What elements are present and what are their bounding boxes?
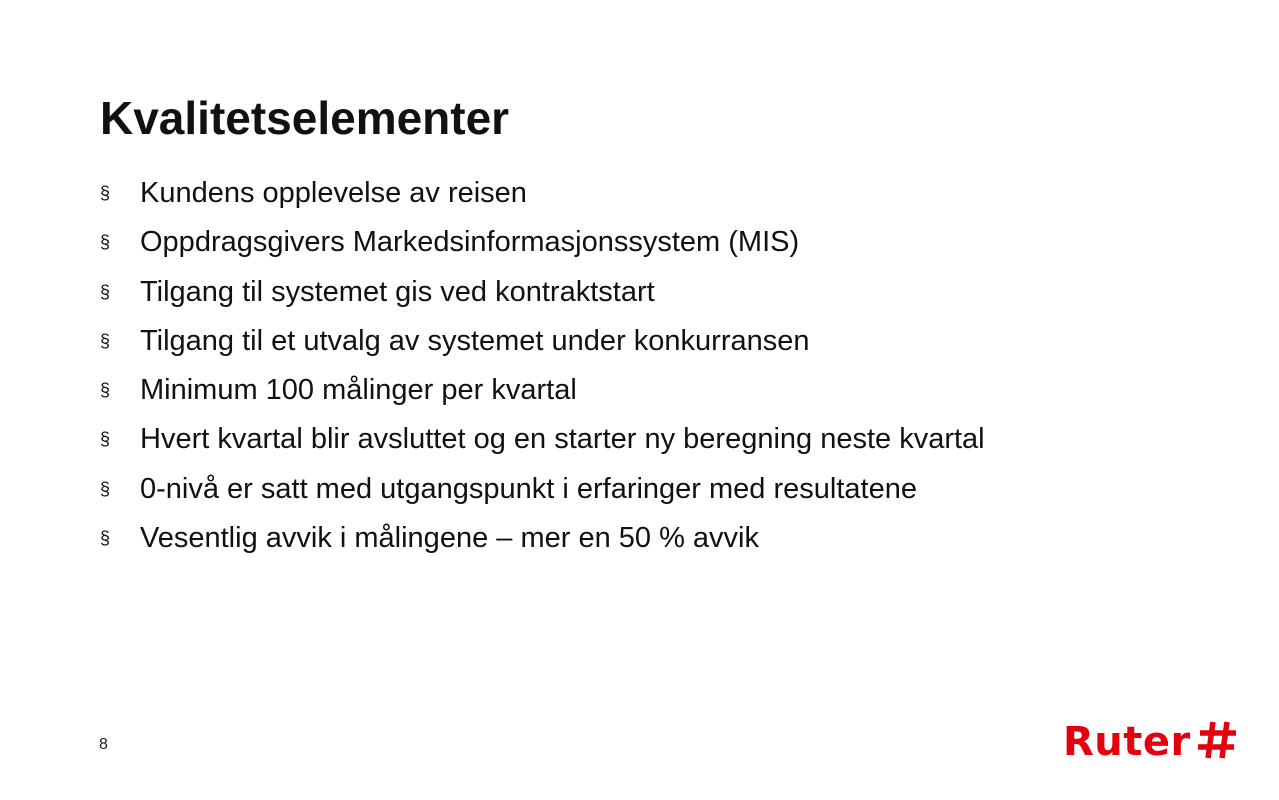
bullet-marker: § bbox=[100, 429, 111, 450]
list-item bbox=[100, 516, 985, 565]
list-item bbox=[100, 171, 985, 220]
list-item bbox=[100, 417, 985, 466]
ruter-logo bbox=[1063, 714, 1238, 770]
list-item bbox=[100, 270, 985, 319]
bullet-text: Oppdragsgivers Markedsinformasjonssystem (MIS) bbox=[140, 226, 800, 259]
bullet-text: Vesentlig avvik i målingene – mer en 50 % avvik bbox=[140, 522, 759, 555]
list-item bbox=[100, 368, 985, 417]
bullet-marker: § bbox=[100, 281, 111, 302]
bullet-marker: § bbox=[100, 232, 111, 253]
list-item bbox=[100, 220, 985, 269]
bullet-text: Tilgang til systemet gis ved kontraktstart bbox=[140, 275, 655, 308]
bullet-text: Minimum 100 målinger per kvartal bbox=[140, 374, 577, 407]
bullet-text: Kundens opplevelse av reisen bbox=[140, 177, 527, 209]
bullet-marker: § bbox=[100, 478, 111, 499]
bullet-marker: § bbox=[100, 528, 111, 549]
hash-icon bbox=[1196, 720, 1238, 765]
slide-title: Kvalitetselementer bbox=[100, 92, 510, 144]
brand-name: Ruter bbox=[1063, 719, 1191, 765]
bullet-text: 0-nivå er satt med utgangspunkt i erfaringer med resultatene bbox=[140, 472, 917, 505]
bullet-marker: § bbox=[100, 380, 111, 401]
bullet-marker: § bbox=[100, 183, 111, 203]
list-item bbox=[100, 319, 985, 368]
list-item bbox=[100, 467, 985, 516]
bullet-text: Hvert kvartal blir avsluttet og en starter ny beregning neste kvartal bbox=[140, 423, 985, 456]
page-number: 8 bbox=[99, 736, 108, 753]
bullet-marker: § bbox=[100, 330, 111, 351]
bullet-list bbox=[100, 171, 985, 565]
bullet-text: Tilgang til et utvalg av systemet under konkurransen bbox=[140, 324, 810, 357]
